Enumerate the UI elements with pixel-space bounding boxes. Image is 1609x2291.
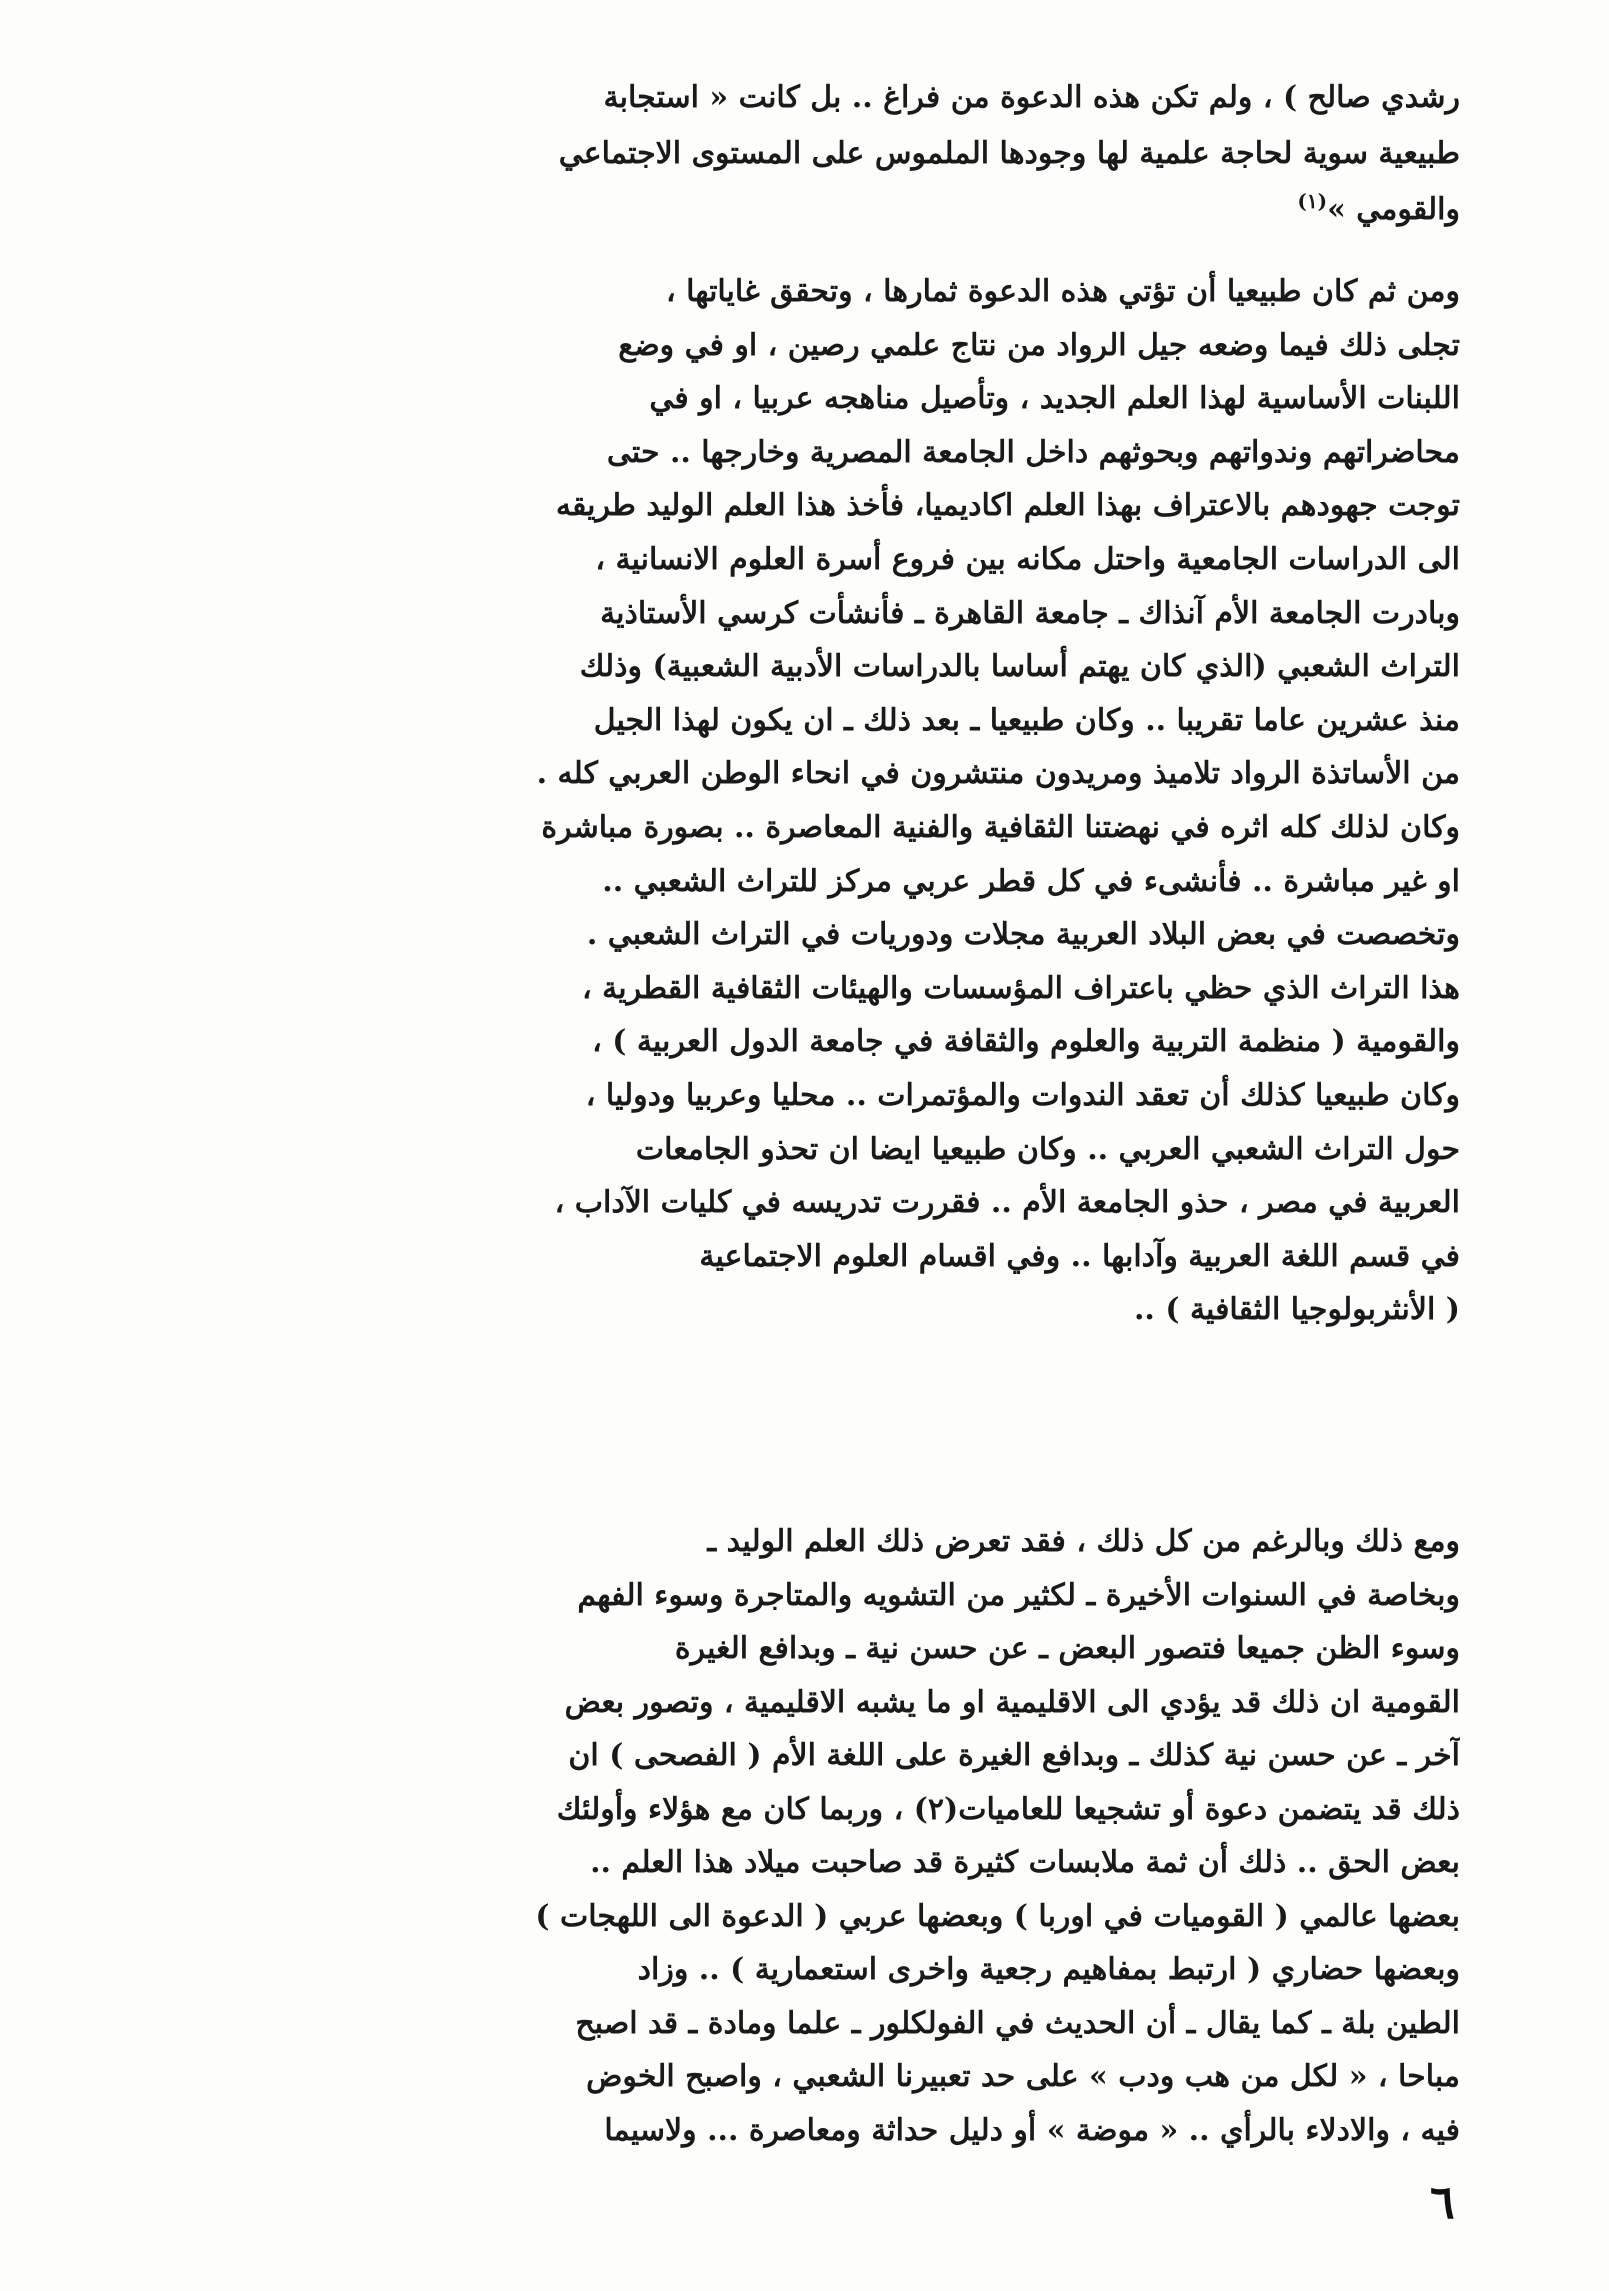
text-line: القومية ان ذلك قد يؤدي الى الاقليمية او ما يشبه الاقليمية ، وتصور بعض bbox=[564, 1684, 1460, 1720]
text-line: ومع ذلك وبالرغم من كل ذلك ، فقد تعرض ذلك العلم الوليد ـ bbox=[707, 1524, 1460, 1559]
text-line: آخر ـ عن حسن نية كذلك ـ وبدافع الغيرة على اللغة الأم ( الفصحى ) ان bbox=[568, 1738, 1460, 1773]
text-line: رشدي صالح ) ، ولم تكن هذه الدعوة من فراغ .. بل كانت « استجابة bbox=[603, 80, 1460, 115]
text-line bbox=[150, 182, 1460, 238]
text-line: منذ عشرين عاما تقريبا .. وكان طبيعيا ـ بعد ذلك ـ ان يكون لهذا الجيل bbox=[593, 702, 1460, 738]
paragraph-2 bbox=[150, 265, 1460, 1337]
text-line: او غير مباشرة .. فأنشىء في كل قطر عربي مركز للتراث الشعبي .. bbox=[602, 863, 1460, 899]
text-line: العربية في مصر ، حذو الجامعة الأم .. فقررت تدريسه في كليات الآداب ، bbox=[554, 1185, 1460, 1221]
text-line: التراث الشعبي (الذي كان يهتم أساسا بالدراسات الأدبية الشعبية) وذلك bbox=[579, 649, 1460, 685]
text-line: اللبنات الأساسية لهذا العلم الجديد ، وتأصيل مناهجه عربيا ، او في bbox=[649, 381, 1460, 417]
text-line: في قسم اللغة العربية وآدابها .. وفي اقسام العلوم الاجتماعية bbox=[699, 1238, 1460, 1274]
text-line: مباحا ، « لكل من هب ودب » على حد تعبيرنا الشعبي ، واصبح الخوض bbox=[586, 2059, 1460, 2094]
text-line: وبعضها حضاري ( ارتبط بمفاهيم رجعية واخرى استعمارية ) .. وزاد bbox=[637, 1952, 1460, 1987]
text-line: وبادرت الجامعة الأم آنذاك ـ جامعة القاهرة ـ فأنشأت كرسي الأستاذية bbox=[600, 595, 1460, 631]
text-line: وسوء الظن جميعا فتصور البعض ـ عن حسن نية ـ وبدافع الغيرة bbox=[674, 1631, 1460, 1666]
paragraph-1 bbox=[150, 70, 1460, 238]
text-line: وكان طبيعيا كذلك أن تعقد الندوات والمؤتمرات .. محليا وعربيا ودوليا ، bbox=[585, 1077, 1460, 1113]
paragraph-3 bbox=[150, 1515, 1460, 2157]
text-line: محاضراتهم وندواتهم وبحوثهم داخل الجامعة المصرية وخارجها .. حتى bbox=[606, 434, 1460, 470]
text-line: بعض الحق .. ذلك أن ثمة ملابسات كثيرة قد صاحبت ميلاد هذا العلم .. bbox=[590, 1845, 1460, 1880]
page-number: ٦ bbox=[1430, 2175, 1455, 2229]
text-line: الى الدراسات الجامعية واحتل مكانه بين فروع أسرة العلوم الانسانية ، bbox=[595, 541, 1460, 577]
text-line: بعضها عالمي ( القوميات في اوربا ) وبعضها عربي ( الدعوة الى اللهجات ) bbox=[535, 1898, 1460, 1934]
text-line: ذلك قد يتضمن دعوة أو تشجيعا للعاميات(٢) ، وربما كان مع هؤلاء وأولئك bbox=[556, 1791, 1460, 1827]
text-line: من الأساتذة الرواد تلاميذ ومريدون منتشرون في انحاء الوطن العربي كله . bbox=[536, 756, 1460, 792]
text-line: هذا التراث الذي حظي باعتراف المؤسسات والهيئات الثقافية القطرية ، bbox=[582, 970, 1460, 1006]
text-line: توجت جهودهم بالاعتراف بهذا العلم اكاديميا، فأخذ هذا العلم الوليد طريقه bbox=[555, 488, 1460, 524]
text-line: ومن ثم كان طبيعيا أن تؤتي هذه الدعوة ثمارها ، وتحقق غاياتها ، bbox=[665, 274, 1460, 309]
text-line: الطين بلة ـ كما يقال ـ أن الحديث في الفولكلور ـ علما ومادة ـ قد اصبح bbox=[575, 2005, 1460, 2041]
text-line: وبخاصة في السنوات الأخيرة ـ لكثير من التشويه والمتاجرة وسوء الفهم bbox=[577, 1577, 1460, 1613]
footnote-marker: (١) bbox=[1297, 189, 1328, 213]
text-line: وتخصصت في بعض البلاد العربية مجلات ودوريات في التراث الشعبي . bbox=[586, 917, 1460, 953]
text-line-content: والقومي » bbox=[1327, 192, 1460, 227]
text-line: طبيعية سوية لحاجة علمية لها وجودها الملموس على المستوى الاجتماعي bbox=[558, 136, 1460, 171]
text-line: ( الأنثربولوجيا الثقافية ) .. bbox=[1133, 1292, 1460, 1328]
text-line: والقومية ( منظمة التربية والعلوم والثقافة في جامعة الدول العربية ) ، bbox=[592, 1024, 1460, 1060]
text-line: فيه ، والادلاء بالرأي .. « موضة » أو دليل حداثة ومعاصرة ... ولاسيما bbox=[604, 2112, 1460, 2148]
text-line: وكان لذلك كله اثره في نهضتنا الثقافية والفنية المعاصرة .. بصورة مباشرة bbox=[541, 809, 1460, 845]
text-line: تجلى ذلك فيما وضعه جيل الرواد من نتاج علمي رصين ، او في وضع bbox=[618, 327, 1460, 363]
text-line: حول التراث الشعبي العربي .. وكان طبيعيا ايضا ان تحذو الجامعات bbox=[635, 1131, 1460, 1167]
